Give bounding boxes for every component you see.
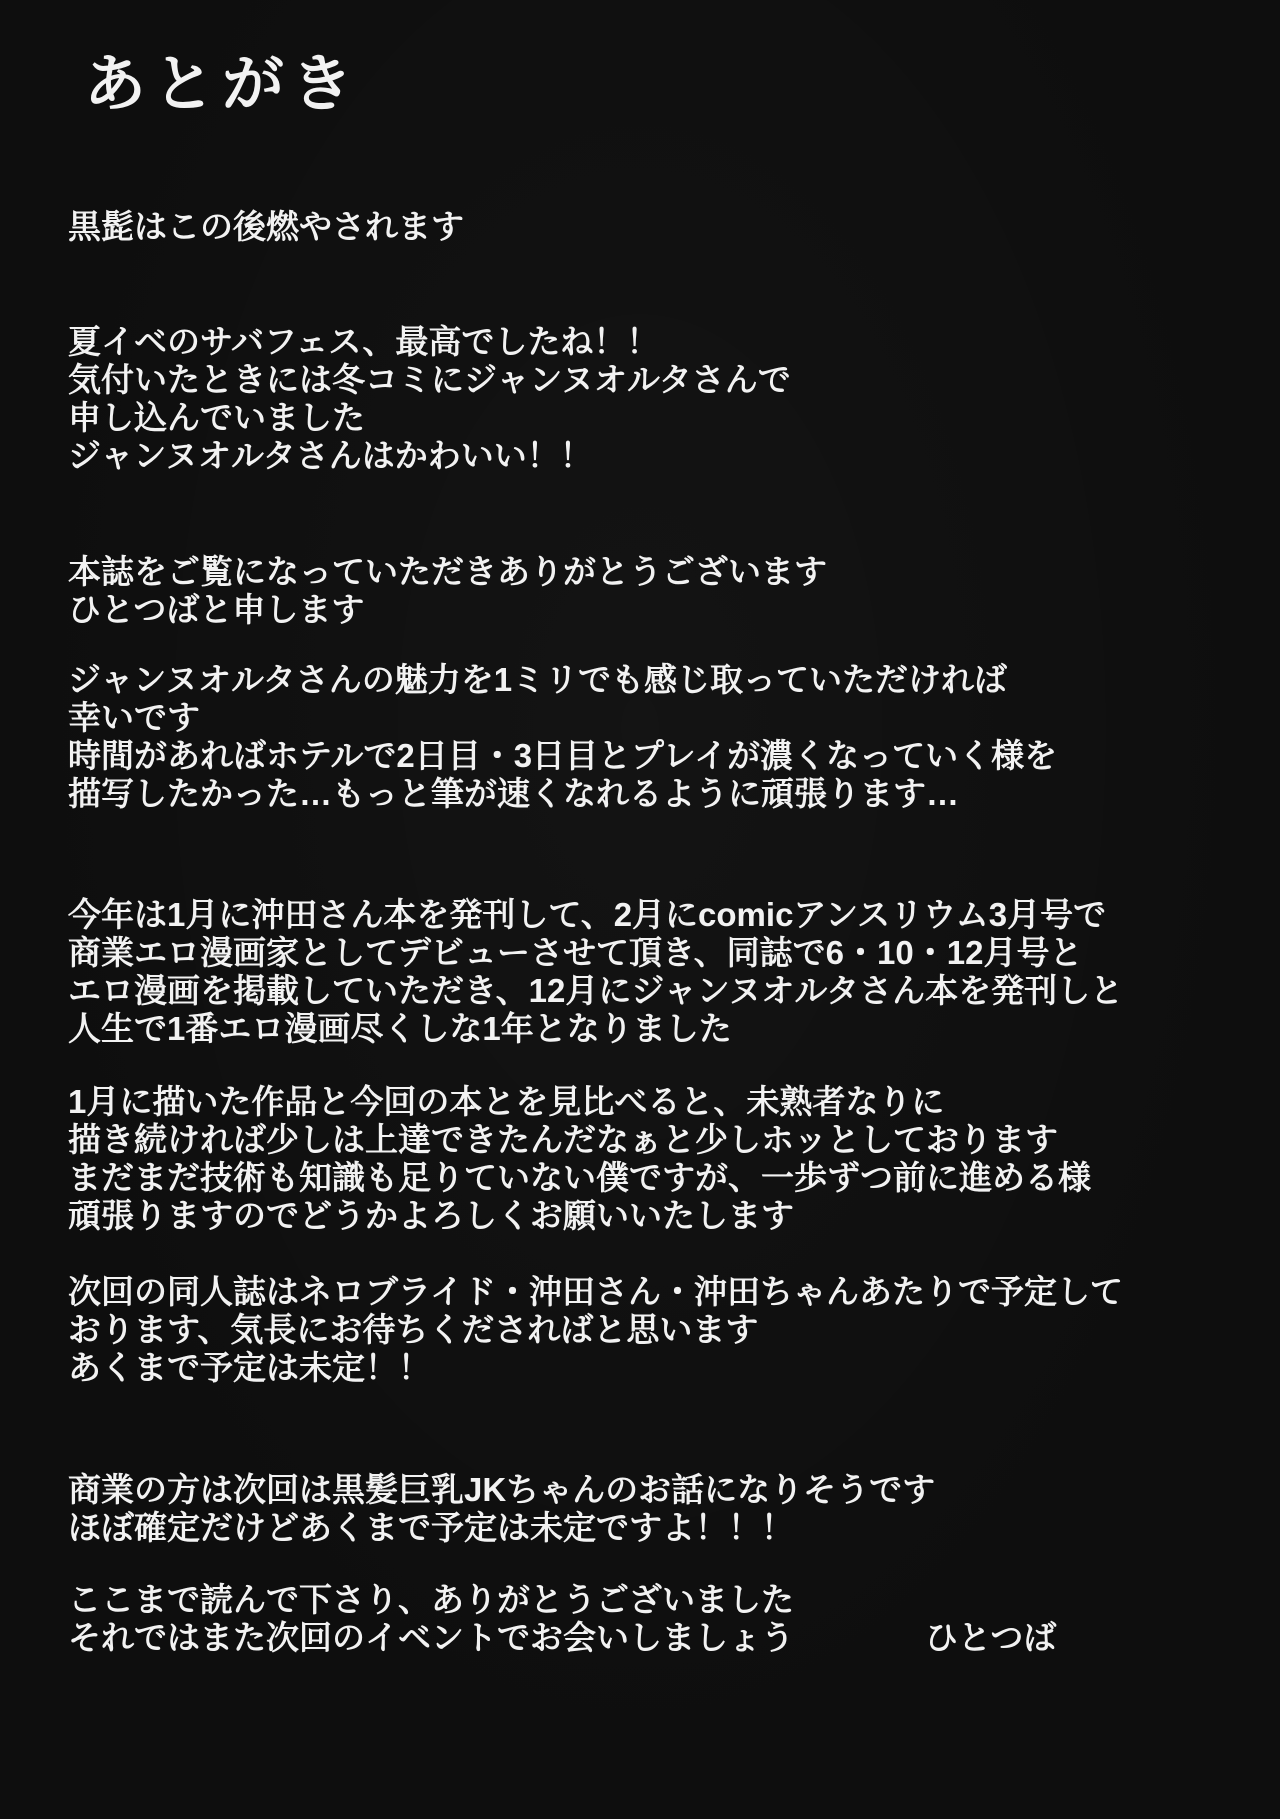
paragraph-charm xyxy=(68,661,1250,813)
paragraph-progress xyxy=(68,1083,1250,1235)
text-line: 頑張りますのでどうかよろしくお願いいたします xyxy=(68,1197,794,1234)
text-line: ここまで読んで下さり、ありがとうございました xyxy=(68,1581,794,1618)
text-line: 今年は1月に沖田さん本を発刊して、2月にcomicアンスリウム3月号で xyxy=(68,896,1107,933)
text-line: 申し込んでいました xyxy=(68,399,365,436)
author-signature: ひとつば xyxy=(925,1619,1057,1656)
text-line: 時間があればホテルで2日目・3日目とプレイが濃くなっていく様を xyxy=(68,737,1058,774)
text-line: 1月に描いた作品と今回の本とを見比べると、未熟者なりに xyxy=(68,1083,945,1120)
text-line: ジャンヌオルタさんの魅力を1ミリでも感じ取っていただければ xyxy=(68,661,1008,698)
closing-row xyxy=(68,1619,1250,1657)
text-line: 本誌をご覧になっていただきありがとうございます xyxy=(68,553,827,590)
text-line: 描写したかった…もっと筆が速くなれるように頑張ります… xyxy=(68,775,959,812)
paragraph-blackbeard xyxy=(68,208,1250,246)
closing-line: それではまた次回のイベントでお会いしましょう xyxy=(68,1619,794,1656)
text-line: 描き続ければ少しは上達できたんだなぁと少しホッとしております xyxy=(68,1121,1058,1158)
text-line: まだまだ技術も知識も足りていない僕ですが、一歩ずつ前に進める様 xyxy=(68,1159,1091,1196)
afterword-body xyxy=(68,208,1250,1657)
text-line: ほぼ確定だけどあくまで予定は未定ですよ！！！ xyxy=(68,1509,794,1546)
paragraph-commercial-work xyxy=(68,1471,1250,1547)
text-line: おります、気長にお待ちくださればと思います xyxy=(68,1311,759,1348)
text-line: ひとつばと申します xyxy=(68,591,365,628)
text-line: 夏イベのサバフェス、最高でしたね！！ xyxy=(68,323,660,360)
paragraph-year-recap xyxy=(68,896,1250,1048)
text-line: あくまで予定は未定！！ xyxy=(68,1349,431,1386)
text-line: 次回の同人誌はネロブライド・沖田さん・沖田ちゃんあたりで予定して xyxy=(68,1273,1124,1310)
text-line: 商業エロ漫画家としてデビューさせて頂き、同誌で6・10・12月号と xyxy=(68,934,1083,971)
text-line: 気付いたときには冬コミにジャンヌオルタさんで xyxy=(68,361,791,398)
text-line: 商業の方は次回は黒髪巨乳JKちゃんのお話になりそうです xyxy=(68,1471,936,1508)
paragraph-thanks xyxy=(68,1581,1250,1657)
text-line: 黒髭はこの後燃やされます xyxy=(68,208,464,245)
text-line: エロ漫画を掲載していただき、12月にジャンヌオルタさん本を発刊しと xyxy=(68,972,1124,1009)
text-line: 幸いです xyxy=(68,699,200,736)
page-title: あとがき xyxy=(84,50,361,119)
text-line: 人生で1番エロ漫画尽くしな1年となりました xyxy=(68,1010,732,1047)
text-line: ジャンヌオルタさんはかわいい！！ xyxy=(68,437,593,474)
paragraph-summer-event xyxy=(68,323,1250,475)
paragraph-next-doujinshi xyxy=(68,1273,1250,1387)
paragraph-greeting xyxy=(68,553,1250,629)
